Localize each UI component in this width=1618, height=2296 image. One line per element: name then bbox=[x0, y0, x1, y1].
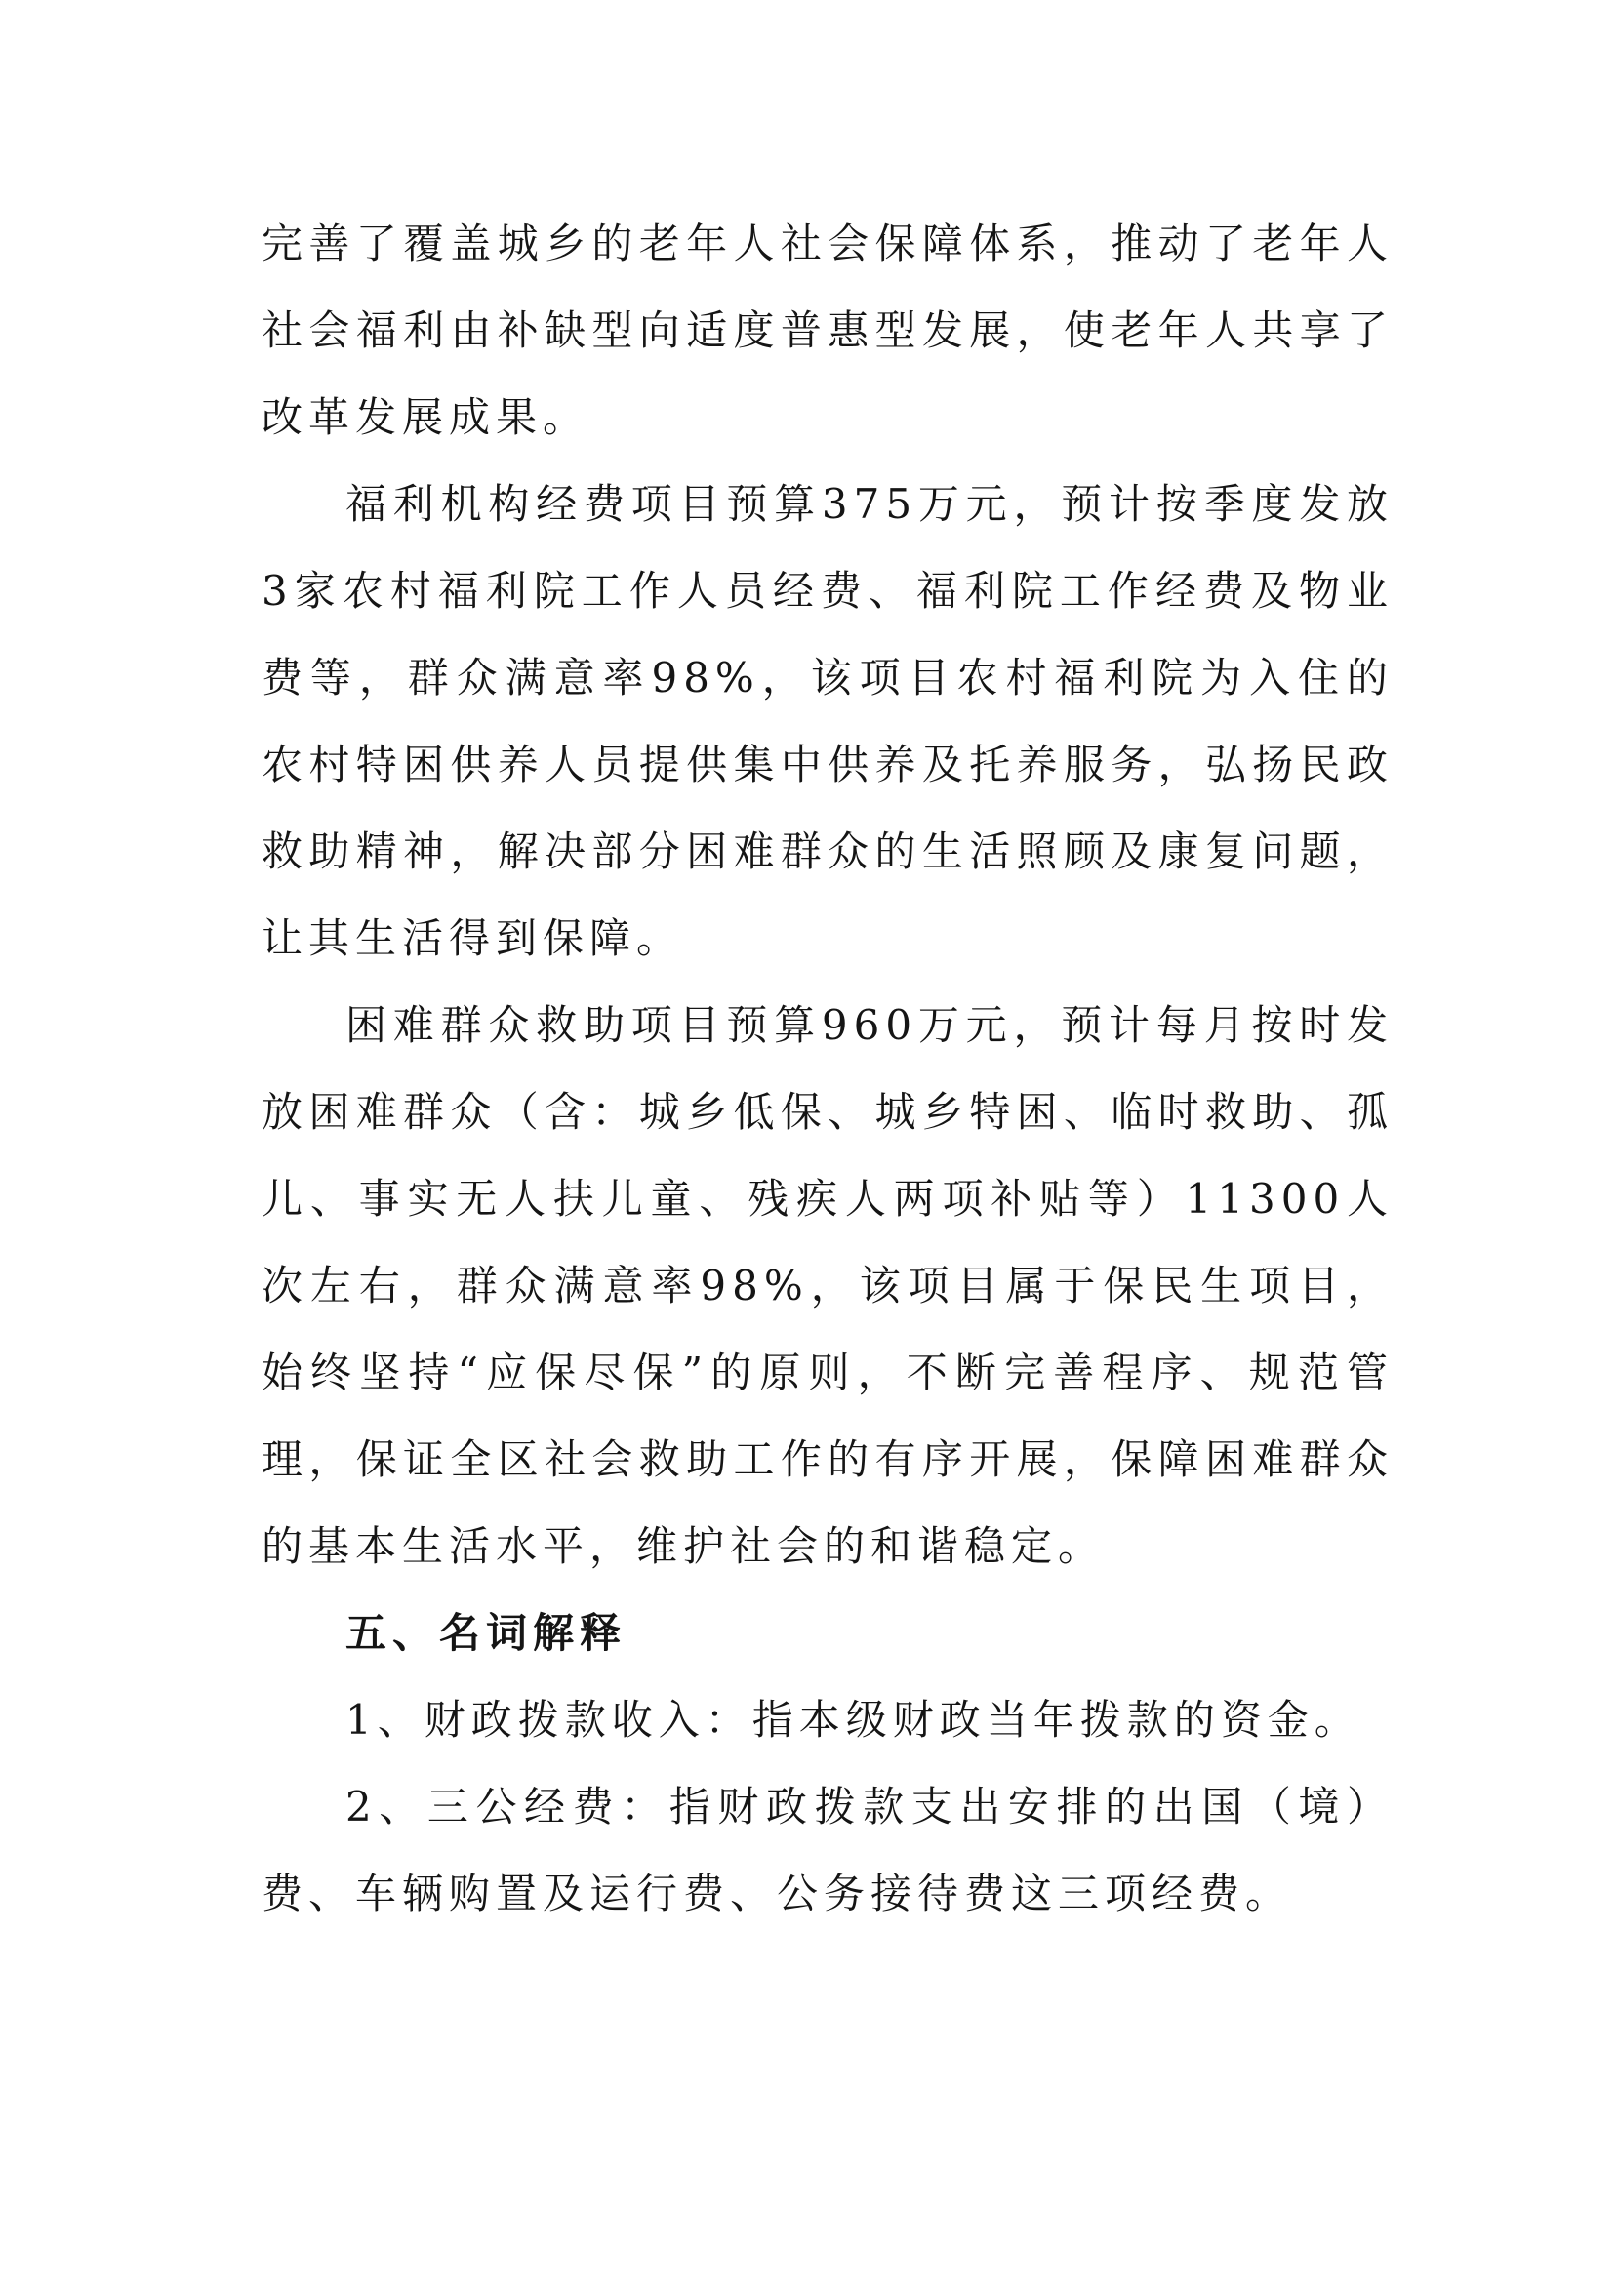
definition-fiscal-appropriation: 1、财政拨款收入：指本级财政当年拨款的资金。 bbox=[345, 1696, 1361, 1744]
section-heading-glossary: 五、名词解释 bbox=[345, 1609, 627, 1657]
paragraph-welfare-institution-budget: 福利机构经费项目预算375万元，预计按季度发放3家农村福利院工作人员经费、福利院工作经费及物业费等，群众满意率98%，该项目农村福利院为入住的农村特困供养人员提供集中供养及托养服务，弘扬民政救助精神，解决部分困难群众的生活照顾及康复问题，让其生活得到保障。 bbox=[262, 480, 1394, 962]
definition-three-public-expenses: 2、三公经费：指财政拨款支出安排的出国（境）费、车辆购置及运行费、公务接待费这三项经费。 bbox=[262, 1783, 1394, 1917]
paragraph-needy-relief-budget: 困难群众救助项目预算960万元，预计每月按时发放困难群众（含：城乡低保、城乡特困、临时救助、孤儿、事实无人扶儿童、残疾人两项补贴等）11300人次左右，群众满意率98%，该项目属于保民生项目，始终坚持“应保尽保”的原则，不断完善程序、规范管理，保证全区社会救助工作的有序开展，保障困难群众的基本生活水平，维护社会的和谐稳定。 bbox=[262, 1001, 1394, 1570]
document-body bbox=[262, 200, 1394, 1937]
paragraph-continuation: 完善了覆盖城乡的老年人社会保障体系，推动了老年人社会福利由补缺型向适度普惠型发展，使老年人共享了改革发展成果。 bbox=[262, 220, 1394, 441]
